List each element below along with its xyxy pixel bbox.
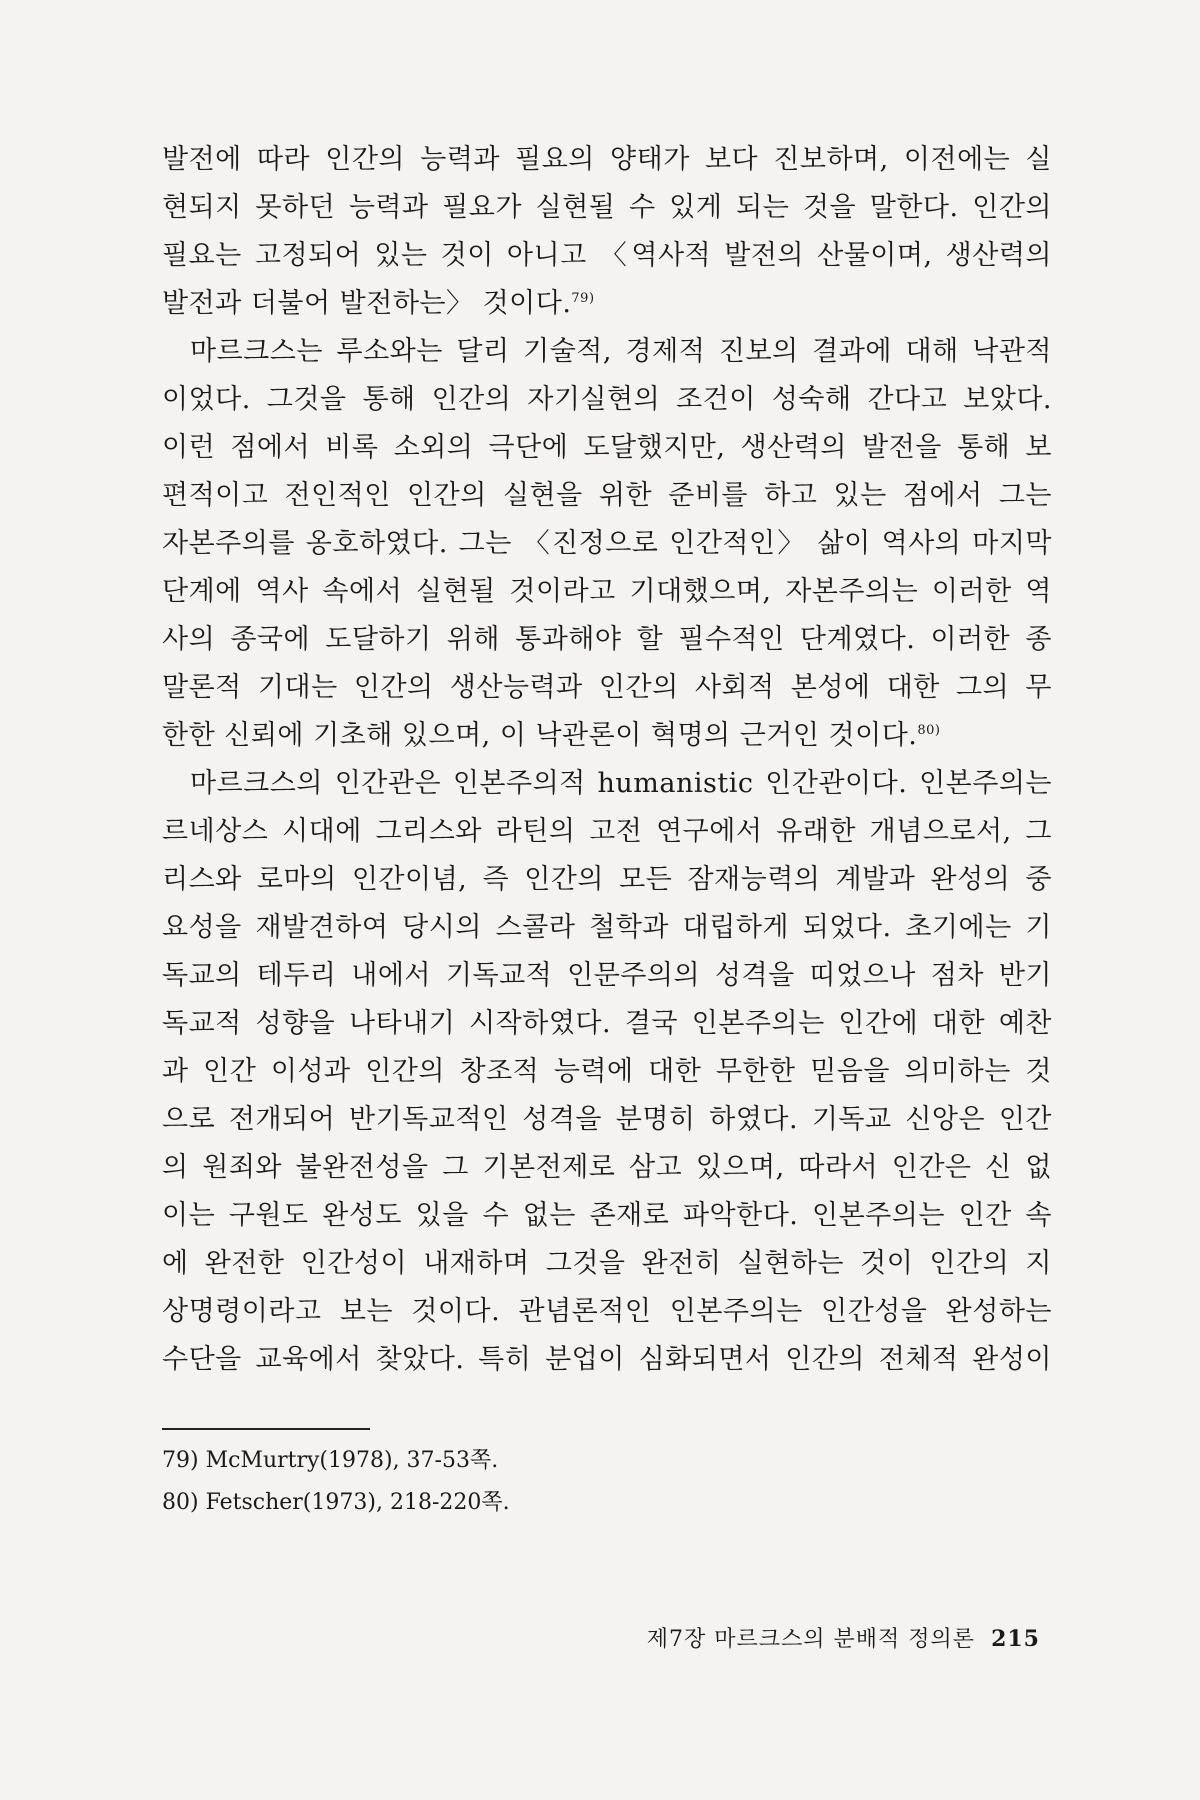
text-line: 마르크스의 인간관은 인본주의적 humanistic 인간관이다. 인본주의는 xyxy=(190,768,1052,799)
text-line: 상명령이라고 보는 것이다. 관념론적인 인본주의는 인간성을 완성하는 xyxy=(162,1296,1052,1327)
footnote-79: 79) McMurtry(1978), 37-53쪽. xyxy=(162,1448,499,1473)
footnote-reference: 79) xyxy=(571,291,595,306)
text-line: 으로 전개되어 반기독교적인 성격을 분명히 하였다. 기독교 신앙은 인간 xyxy=(162,1104,1052,1135)
text-line xyxy=(162,712,1052,760)
text-line: 현되지 못하던 능력과 필요가 실현될 수 있게 되는 것을 말한다. 인간의 xyxy=(162,192,1052,223)
footnotes xyxy=(162,1440,762,1524)
text-line: 말론적 기대는 인간의 생산능력과 인간의 사회적 본성에 대한 그의 무 xyxy=(162,672,1052,703)
paragraph-2 xyxy=(162,328,1052,760)
text-line: 에 완전한 인간성이 내재하며 그것을 완전히 실현하는 것이 인간의 지 xyxy=(162,1248,1052,1279)
footnote-80: 80) Fetscher(1973), 218-220쪽. xyxy=(162,1490,510,1515)
text-line: 자본주의를 옹호하였다. 그는 〈진정으로 인간적인〉 삶이 역사의 마지막 xyxy=(162,528,1052,559)
text-line-content: 발전과 더불어 발전하는〉 것이다. xyxy=(162,288,572,319)
text-line: 편적이고 전인적인 인간의 실현을 위한 준비를 하고 있는 점에서 그는 xyxy=(162,480,1052,511)
text-line: 필요는 고정되어 있는 것이 아니고 〈역사적 발전의 산물이며, 생산력의 xyxy=(162,240,1052,271)
text-line: 의 원죄와 불완전성을 그 기본전제로 삼고 있으며, 따라서 인간은 신 없 xyxy=(162,1152,1052,1183)
text-line: 요성을 재발견하여 당시의 스콜라 철학과 대립하게 되었다. 초기에는 기 xyxy=(162,912,1052,943)
text-line xyxy=(162,280,1052,328)
text-line: 독교적 성향을 나타내기 시작하였다. 결국 인본주의는 인간에 대한 예찬 xyxy=(162,1008,1052,1039)
text-line: 독교의 테두리 내에서 기독교적 인문주의의 성격을 띠었으나 점차 반기 xyxy=(162,960,1052,991)
paragraph-3 xyxy=(162,760,1052,1384)
footnote-reference: 80) xyxy=(917,723,941,738)
text-line: 이런 점에서 비록 소외의 극단에 도달했지만, 생산력의 발전을 통해 보 xyxy=(162,432,1052,463)
body-text xyxy=(162,136,1052,1384)
text-line: 수단을 교육에서 찾았다. 특히 분업이 심화되면서 인간의 전체적 완성이 xyxy=(162,1344,1052,1375)
page-number: 215 xyxy=(991,1626,1040,1652)
text-line-content: 한한 신뢰에 기초해 있으며, 이 낙관론이 혁명의 근거인 것이다. xyxy=(162,720,918,751)
text-line: 과 인간 이성과 인간의 창조적 능력에 대한 무한한 믿음을 의미하는 것 xyxy=(162,1056,1052,1087)
text-line: 리스와 로마의 인간이념, 즉 인간의 모든 잠재능력의 계발과 완성의 중 xyxy=(162,864,1052,895)
footnote-separator xyxy=(162,1428,370,1430)
text-line: 단계에 역사 속에서 실현될 것이라고 기대했으며, 자본주의는 이러한 역 xyxy=(162,576,1052,607)
paragraph-1 xyxy=(162,136,1052,328)
chapter-title: 제7장 마르크스의 분배적 정의론 xyxy=(646,1627,976,1652)
text-line: 르네상스 시대에 그리스와 라틴의 고전 연구에서 유래한 개념으로서, 그 xyxy=(162,816,1052,847)
text-line: 마르크스는 루소와는 달리 기술적, 경제적 진보의 결과에 대해 낙관적 xyxy=(190,336,1052,367)
text-line: 발전에 따라 인간의 능력과 필요의 양태가 보다 진보하며, 이전에는 실 xyxy=(162,144,1052,175)
text-line: 이는 구원도 완성도 있을 수 없는 존재로 파악한다. 인본주의는 인간 속 xyxy=(162,1200,1052,1231)
text-line: 사의 종국에 도달하기 위해 통과해야 할 필수적인 단계였다. 이러한 종 xyxy=(162,624,1052,655)
running-footer xyxy=(560,1622,1040,1653)
text-line: 이었다. 그것을 통해 인간의 자기실현의 조건이 성숙해 간다고 보았다. xyxy=(162,384,1052,415)
